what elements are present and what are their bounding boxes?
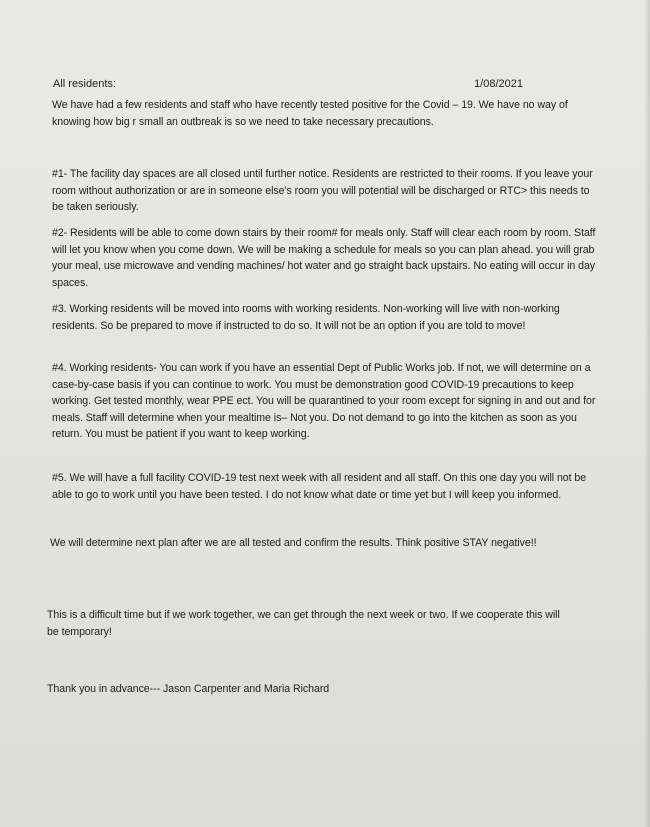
item-5-paragraph: #5. We will have a full facility COVID-19 test next week with all resident and all staff. On this one day you will not be able to go to work until you have been tested. I do not know what date or time yet but I will keep you informed.: [52, 472, 587, 501]
letter-header: [53, 78, 523, 94]
closing-signature: Thank you in advance--- Jason Carpenter and Maria Richard: [47, 683, 330, 695]
item-2-paragraph: #2- Residents will be able to come down stairs by their room# for meals only. Staff will clear each room by room. Staff will let you know when you come down. We will be making a schedule for meals so you can plan ahead. you will grab your meal, use microwave and vending machines/ hot water and go straight back upstairs. No eating will occur in day spaces.: [52, 227, 596, 289]
letter-date: 1/08/2021: [474, 78, 523, 90]
intro-paragraph: We have had a few residents and staff who have recently tested positive for the Covid – 19. We have no way of knowing how big r small an outbreak is so we need to take necessary precautions.: [52, 99, 568, 128]
difficult-time-paragraph: This is a difficult time but if we work together, we can get through the next week or two. If we cooperate this will be temporary!: [47, 609, 560, 638]
item-1-paragraph: #1- The facility day spaces are all closed until further notice. Residents are restricted to their rooms. If you leave your room without authorization or are in someone else's room you will potential will be discharged or RTC> this needs to be taken seriously.: [52, 168, 593, 213]
next-plan-paragraph: We will determine next plan after we are all tested and confirm the results. Think positive STAY negative!!: [50, 537, 537, 549]
item-4-paragraph: #4. Working residents- You can work if you have an essential Dept of Public Works job. If not, we will determine on a case-by-case basis if you can continue to work. You must be demonstration good COVID-19 precautions to keep working. Get tested monthly, wear PPE ect. You will be quarantined to your room except for signing in and out and for meals. Staff will determine when your mealtime is– Not you. Do not demand to go into the kitchen as soon as you return. You must be patient if you want to keep working.: [52, 362, 596, 440]
item-3-paragraph: #3. Working residents will be moved into rooms with working residents. Non-working will live with non-working residents. So be prepared to move if instructed to do so. It will not be an option if you are told to move!: [52, 303, 560, 332]
salutation: All residents:: [53, 78, 116, 90]
